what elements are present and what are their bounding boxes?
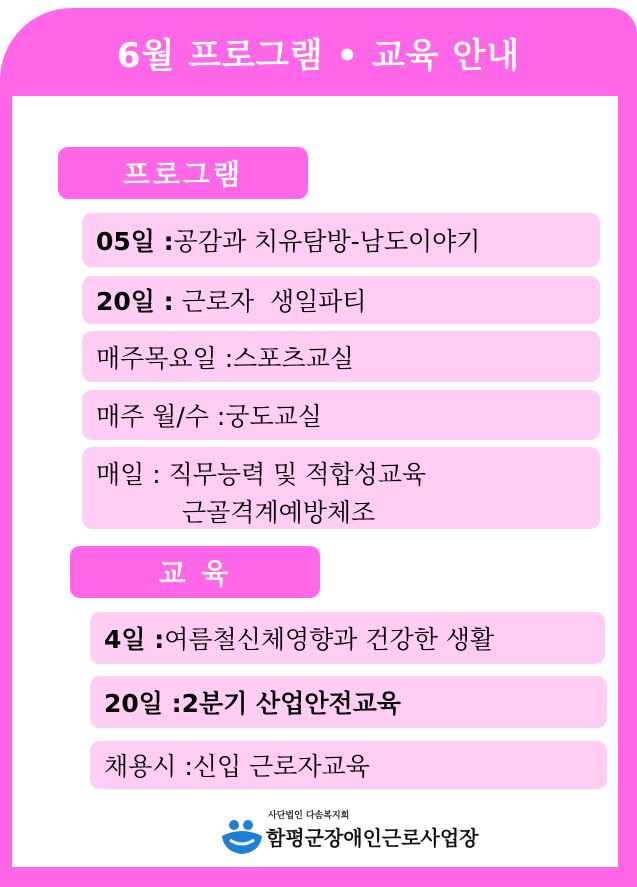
logo-name: 함평군장애인근로사업장 (266, 826, 479, 850)
program-item-text: 스포츠교실 (233, 343, 354, 373)
organization-emblem-icon (220, 818, 264, 856)
education-item-text: 신입 근로자교육 (192, 752, 370, 781)
program-item-text: 직무능력 및 적합성교육 (160, 460, 427, 489)
program-item-text: 근로자 생일파티 (173, 287, 367, 316)
program-item (82, 213, 600, 267)
education-item-label: 4일 : (104, 625, 165, 654)
education-item-label: 20일 : (104, 689, 182, 718)
program-item (82, 390, 600, 440)
education-item (90, 612, 605, 664)
program-item-text: 공감과 치유탐방-남도이야기 (173, 227, 481, 256)
education-section-header (70, 546, 320, 598)
education-item (90, 741, 607, 789)
program-item-label: 매일 : (96, 460, 161, 489)
education-item (90, 676, 607, 728)
program-item-label: 20일 : (96, 287, 174, 316)
poster-title: 6월 프로그램 • 교육 안내 (116, 35, 521, 76)
program-item (82, 276, 600, 324)
education-header-label: 교 육 (158, 557, 232, 590)
education-item-text: 여름철신체영향과 건강한 생활 (164, 625, 495, 654)
program-item-text: 궁도교실 (225, 402, 322, 431)
program-section-header (58, 147, 308, 199)
program-item (82, 447, 600, 529)
program-item-text-line2: 근골격계예방체조 (182, 498, 376, 527)
program-item-label: 매주 월/수 : (96, 402, 226, 431)
program-header-label: 프로그램 (122, 158, 244, 191)
education-item-label: 채용시 : (104, 752, 193, 781)
program-item-label: 매주목요일 : (96, 343, 234, 373)
education-item-text: 2분기 산업안전교육 (181, 689, 401, 718)
program-item-label: 05일 : (96, 227, 174, 256)
logo-small-text: 사단법인 다솜복지회 (268, 811, 350, 821)
organization-logo (220, 808, 480, 856)
program-item (82, 331, 600, 382)
